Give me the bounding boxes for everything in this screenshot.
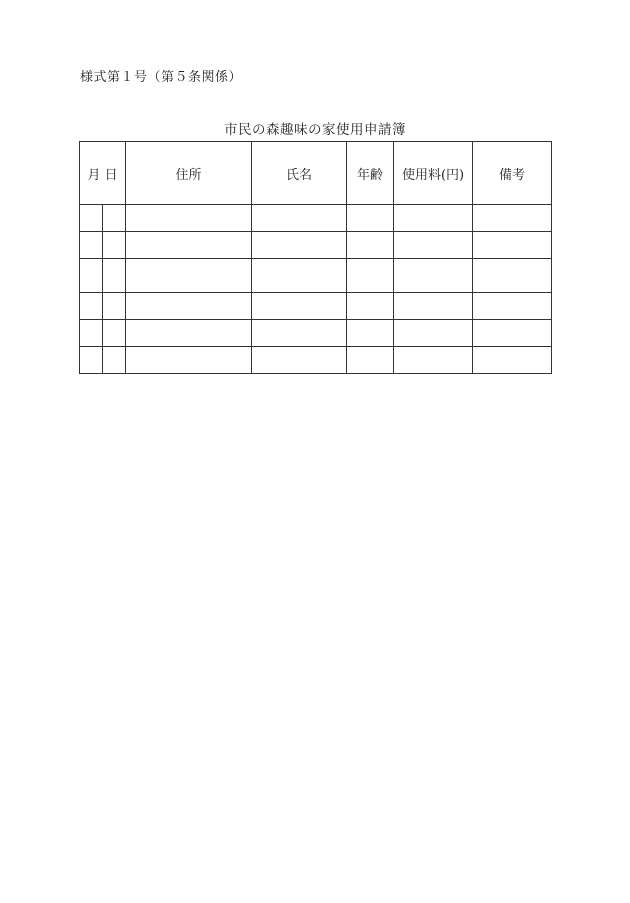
header-age: 年齢 — [347, 142, 394, 205]
cell-address[interactable] — [126, 232, 252, 259]
cell-fee[interactable] — [394, 320, 473, 347]
cell-remarks[interactable] — [473, 293, 552, 320]
cell-address[interactable] — [126, 320, 252, 347]
cell-name[interactable] — [252, 205, 347, 232]
header-row — [80, 142, 552, 205]
cell-month[interactable] — [80, 320, 103, 347]
cell-address[interactable] — [126, 259, 252, 293]
cell-age[interactable] — [347, 232, 394, 259]
cell-day[interactable] — [103, 205, 126, 232]
table-row — [80, 259, 552, 293]
cell-name[interactable] — [252, 259, 347, 293]
table-row — [80, 347, 552, 374]
cell-age[interactable] — [347, 259, 394, 293]
cell-fee[interactable] — [394, 232, 473, 259]
form-number: 様式第１号（第５条関係） — [80, 70, 243, 85]
cell-age[interactable] — [347, 205, 394, 232]
header-address: 住所 — [126, 142, 252, 205]
cell-day[interactable] — [103, 259, 126, 293]
cell-remarks[interactable] — [473, 347, 552, 374]
cell-age[interactable] — [347, 347, 394, 374]
cell-address[interactable] — [126, 347, 252, 374]
cell-name[interactable] — [252, 320, 347, 347]
cell-age[interactable] — [347, 320, 394, 347]
cell-fee[interactable] — [394, 347, 473, 374]
cell-fee[interactable] — [394, 205, 473, 232]
cell-name[interactable] — [252, 347, 347, 374]
cell-remarks[interactable] — [473, 205, 552, 232]
cell-day[interactable] — [103, 232, 126, 259]
cell-remarks[interactable] — [473, 320, 552, 347]
cell-month[interactable] — [80, 347, 103, 374]
application-register-table — [79, 141, 552, 374]
table-row — [80, 320, 552, 347]
cell-fee[interactable] — [394, 293, 473, 320]
table-row — [80, 205, 552, 232]
cell-month[interactable] — [80, 232, 103, 259]
cell-name[interactable] — [252, 232, 347, 259]
header-fee: 使用料(円) — [394, 142, 473, 205]
cell-remarks[interactable] — [473, 259, 552, 293]
cell-name[interactable] — [252, 293, 347, 320]
cell-fee[interactable] — [394, 259, 473, 293]
cell-address[interactable] — [126, 205, 252, 232]
cell-address[interactable] — [126, 293, 252, 320]
cell-remarks[interactable] — [473, 232, 552, 259]
cell-age[interactable] — [347, 293, 394, 320]
header-date: 月 日 — [80, 142, 126, 205]
table-row — [80, 232, 552, 259]
cell-month[interactable] — [80, 259, 103, 293]
header-name: 氏名 — [252, 142, 347, 205]
table-row — [80, 293, 552, 320]
cell-month[interactable] — [80, 293, 103, 320]
document-title: 市民の森趣味の家使用申請簿 — [224, 122, 406, 138]
cell-month[interactable] — [80, 205, 103, 232]
header-remarks: 備考 — [473, 142, 552, 205]
cell-day[interactable] — [103, 293, 126, 320]
cell-day[interactable] — [103, 347, 126, 374]
cell-day[interactable] — [103, 320, 126, 347]
